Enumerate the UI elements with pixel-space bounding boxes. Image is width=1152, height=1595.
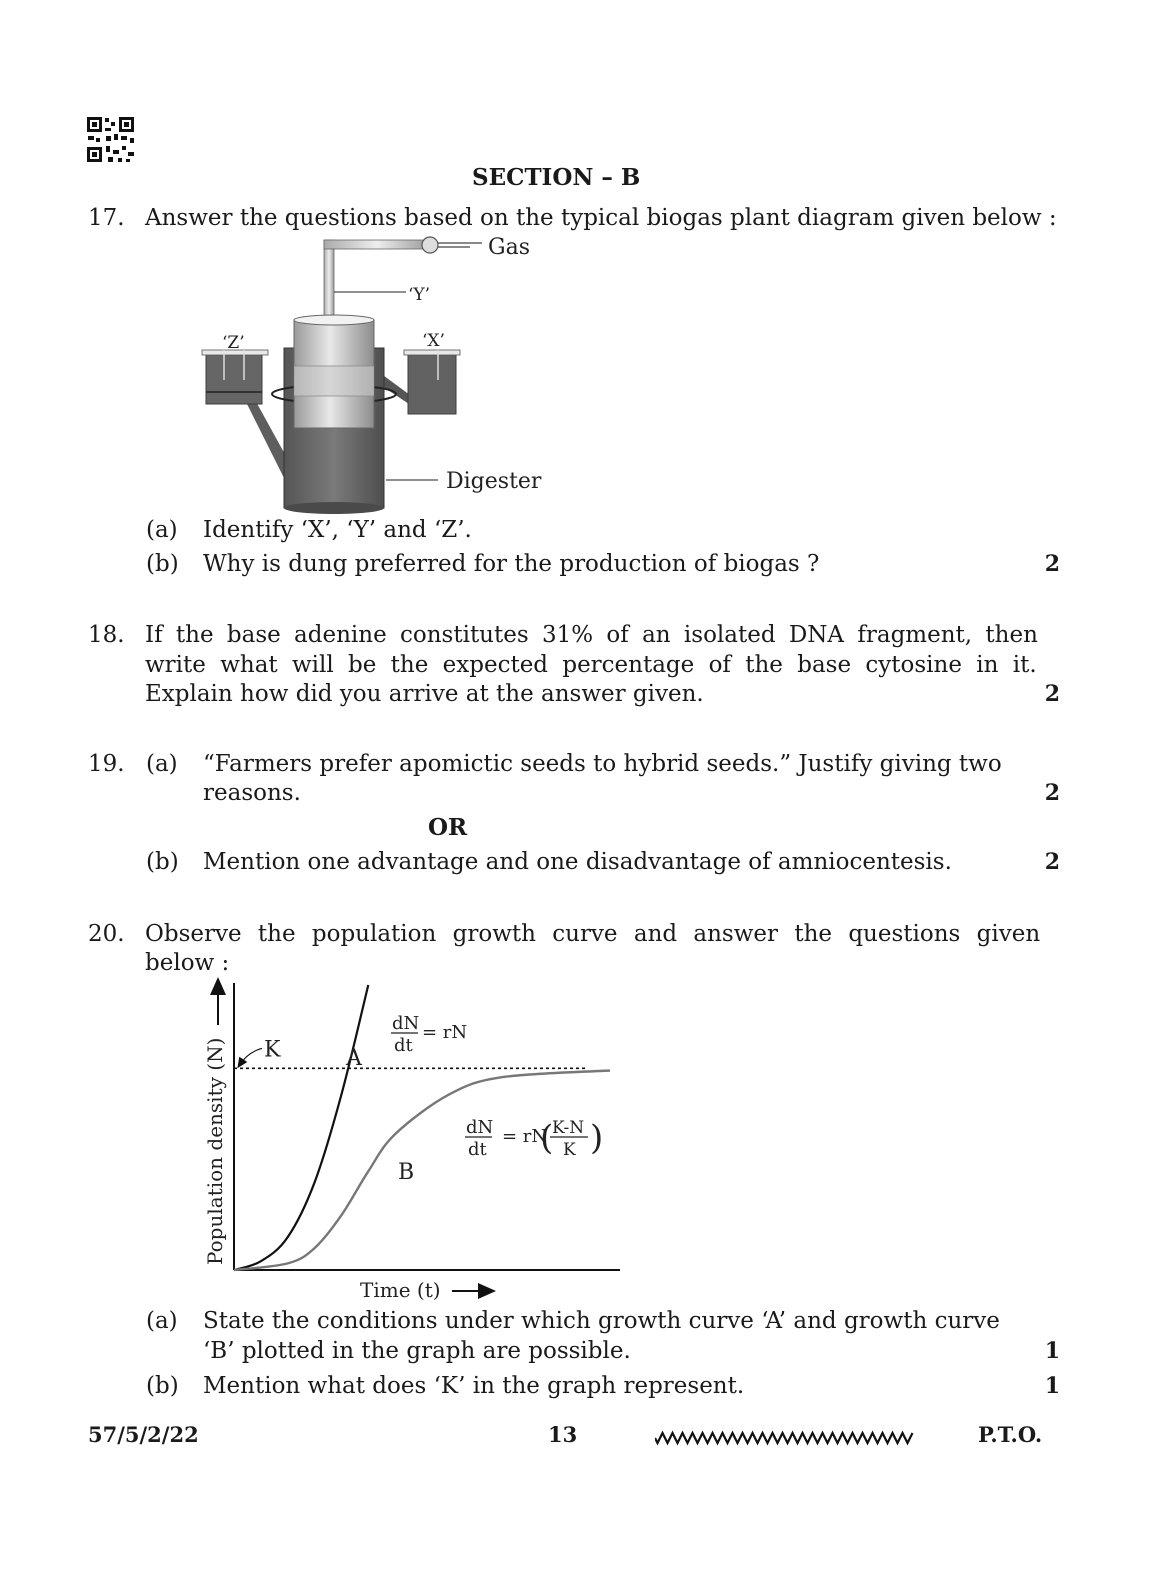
question-17-stem: Answer the questions based on the typical biogas plant diagram given below : (145, 205, 1057, 231)
q17-a-label: (a) (146, 517, 178, 543)
svg-text:): ) (590, 1118, 604, 1158)
growth-curve-a (234, 985, 368, 1270)
footer-page-number: 13 (548, 1422, 578, 1447)
gas-pipe-vertical (324, 240, 334, 320)
x-axis-label: Time (t) (360, 1278, 441, 1302)
svg-text:dN: dN (466, 1117, 494, 1138)
q18-line-2: write what will be the expected percentage of the base cytosine in it. (145, 652, 1037, 678)
q20-a-line-1: State the conditions under which growth curve ‘A’ and growth curve (203, 1308, 1000, 1334)
label-x: ‘X’ (422, 331, 445, 351)
q19-b-label: (b) (146, 849, 179, 875)
svg-text:K-N: K-N (552, 1118, 585, 1138)
label-gas: Gas (488, 235, 530, 260)
q20-line-1: Observe the population growth curve and answer the questions given (145, 921, 1041, 947)
q20-a-line-2: ‘B’ plotted in the graph are possible. (203, 1338, 631, 1364)
q19-b-text: Mention one advantage and one disadvantage of amniocentesis. (203, 849, 952, 875)
y-axis-label: Population density (N) (203, 1037, 227, 1265)
curve-b-label: B (398, 1160, 415, 1185)
svg-text:K: K (563, 1140, 576, 1160)
biogas-plant-diagram (190, 230, 570, 520)
q20-b-marks: 1 (1044, 1373, 1060, 1399)
question-18-number: 18. (88, 622, 125, 648)
question-20-number: 20. (88, 921, 125, 947)
q19-a-marks: 2 (1044, 780, 1060, 806)
q19-or: OR (428, 814, 468, 841)
svg-text:= rN: = rN (422, 1022, 468, 1043)
question-17-number: 17. (88, 205, 125, 231)
section-title: SECTION – B (472, 164, 641, 191)
equation-a (391, 1013, 467, 1056)
q17-b-label: (b) (146, 551, 179, 577)
q19-a-label: (a) (146, 751, 178, 777)
gas-valve (422, 237, 438, 253)
q17-a-text: Identify ‘X’, ‘Y’ and ‘Z’. (203, 517, 472, 543)
q19-a-line-2: reasons. (203, 780, 301, 806)
q18-line-1: If the base adenine constitutes 31% of an isolated DNA fragment, then (145, 622, 1038, 648)
q17-b-text: Why is dung preferred for the production of biogas ? (203, 551, 820, 577)
svg-text:= rN: = rN (502, 1126, 548, 1147)
outlet-tank (408, 354, 456, 414)
svg-text:dt: dt (468, 1139, 487, 1160)
q20-b-text: Mention what does ‘K’ in the graph represent. (203, 1373, 745, 1399)
q20-a-marks: 1 (1044, 1338, 1060, 1364)
footer-code: 57/5/2/22 (88, 1422, 199, 1447)
q17-marks: 2 (1044, 551, 1060, 577)
q20-a-label: (a) (146, 1308, 178, 1334)
growth-curve-b (234, 1071, 610, 1271)
k-pointer-arrow (240, 1048, 262, 1064)
equation-b (465, 1117, 603, 1160)
svg-text:(: ( (540, 1118, 554, 1158)
footer-wave-decoration (655, 1430, 917, 1446)
q18-line-3: Explain how did you arrive at the answer given. (145, 681, 704, 707)
q20-line-2: below : (145, 950, 230, 976)
svg-text:dt: dt (394, 1035, 413, 1056)
q20-b-label: (b) (146, 1373, 179, 1399)
k-label: K (264, 1037, 281, 1063)
q19-a-line-1: “Farmers prefer apomictic seeds to hybrid seeds.” Justify giving two (203, 751, 1002, 777)
qr-code (86, 116, 136, 164)
q18-marks: 2 (1044, 681, 1060, 707)
label-digester: Digester (446, 469, 542, 494)
population-growth-chart (190, 975, 630, 1310)
label-y: ‘Y’ (408, 285, 431, 305)
footer-pto: P.T.O. (978, 1422, 1043, 1447)
inlet-tank (206, 354, 262, 404)
gas-pipe-horizontal (324, 240, 430, 249)
curve-a-label: A (346, 1046, 362, 1071)
question-19-number: 19. (88, 751, 125, 777)
q19-b-marks: 2 (1044, 849, 1060, 875)
svg-text:dN: dN (392, 1013, 420, 1034)
label-z: ‘Z’ (222, 333, 245, 353)
